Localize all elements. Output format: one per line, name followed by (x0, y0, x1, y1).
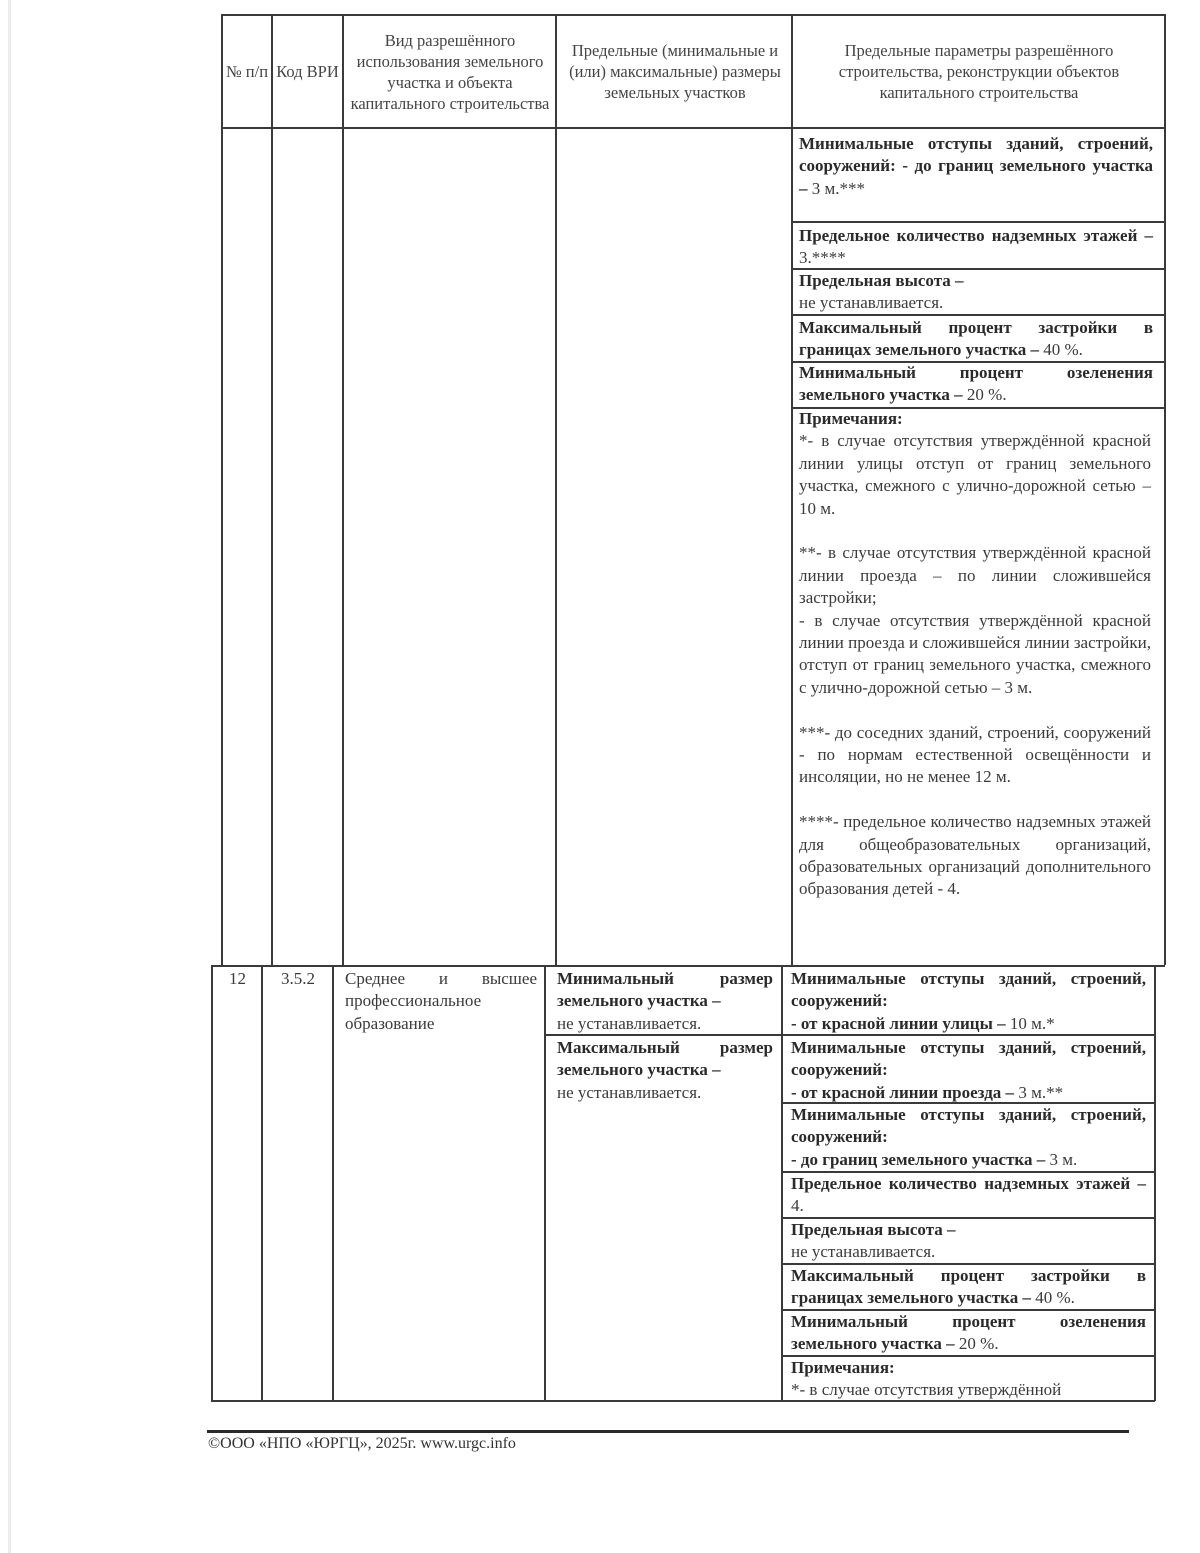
param-greening-continued: Минимальный процент озеленения земельного участка – 20 %. (799, 363, 1153, 405)
table-divider-num (271, 14, 273, 965)
header-num: № п/п (225, 62, 269, 81)
notes-continued: Примечания: *- в случае отсутствия утверждённой красной линии улицы отступ от границ земельного участка, смежного с улично-дорожной сетью – 10 м. **- в случае отсутствия утверждённой красной линии проезда – по линии сложившейся застройки; - в случае отсутствия утверждённой красной линии проезда и сложившейся линии застройки, отступ от границ земельного участка, смежного с улично-дорожной сетью – 3 м. ***- до соседних зданий, строений, сооружений - по нормам естественной освещённости и инсоляции, но не менее 12 м. ****- предельное количество надземных этажей для общеобразовательных организаций, образовательных организаций дополнительного образования детей - 4. (799, 408, 1151, 901)
header-params: Предельные параметры разрешённого строительства, реконструкции объектов капитального строительства (838, 41, 1120, 102)
table-divider-code-lower (332, 965, 334, 1401)
row12-param-passage: Минимальные отступы зданий, строений, сооружений: - от красной линии проезда – 3 м.** (791, 1038, 1146, 1102)
row12-notes: Примечания: *- в случае отсутствия утверждённой (791, 1358, 1062, 1400)
footer-rule (207, 1430, 1129, 1433)
table-border-left (221, 14, 223, 965)
footer-copyright: ©ООО «НПО «ЮРГЦ», 2025г. www.urgc.info (208, 1435, 516, 1452)
row12-param-height: Предельная высота – не устанавливается. (791, 1220, 956, 1262)
note: ***- до соседних зданий, строений, сооружений - по нормам естественной освещённости и инсоляции, но не менее 12 м. (799, 722, 1151, 787)
header-sizes: Предельные (минимальные и (или) максимальные) размеры земельных участков (569, 41, 781, 102)
note: *- в случае отсутствия утверждённой красной линии улицы отступ от границ земельного участка, смежного с улично-дорожной сетью – 10 м. (799, 431, 1151, 518)
header-bottom-line (221, 127, 1165, 129)
table-divider-sizes-lower (781, 965, 783, 1401)
row12-param-floors: Предельное количество надземных этажей – 4. (791, 1174, 1146, 1216)
header-use: Вид разрешённого использования земельного участка и объекта капитального строительства (350, 30, 550, 113)
row12-param-street: Минимальные отступы зданий, строений, сооружений: - от красной линии улицы – 10 м.* (791, 969, 1146, 1033)
header-code: Код ВРИ (276, 62, 339, 81)
table-divider-code (342, 14, 344, 965)
row12-param-coverage: Максимальный процент застройки в границах земельного участка – 40 %. (791, 1266, 1146, 1308)
table-border-left-lower (211, 965, 213, 1401)
table-divider-num-lower (261, 965, 263, 1401)
table-divider-use (555, 14, 557, 965)
note: ****- предельное количество надземных этажей для общеобразовательных организаций, образовательных организаций дополнительного образования детей - 4. (799, 812, 1151, 899)
param-line (791, 221, 1165, 223)
row12-param-greening: Минимальный процент озеленения земельного участка – 20 %. (791, 1312, 1146, 1354)
row12-param-border: Минимальные отступы зданий, строений, сооружений: - до границ земельного участка – 3 м. (791, 1105, 1146, 1169)
table-border-right-lower (1154, 965, 1156, 1401)
table-divider-use-lower (544, 965, 546, 1401)
param-height-continued: Предельная высота – не устанавливается. (799, 271, 964, 313)
note: **- в случае отсутствия утверждённой красной линии проезда – по линии сложившейся застройки; (799, 543, 1151, 608)
param-floors-continued: Предельное количество надземных этажей – 3.**** (799, 226, 1153, 268)
row-divider (211, 965, 1165, 967)
row12-min-size: Минимальный размер земельного участка – не устанавливается. (557, 969, 773, 1033)
row12-max-size: Максимальный размер земельного участка – не устанавливается. (557, 1038, 773, 1102)
row12-num: 12 (229, 969, 246, 988)
table-border-right (1164, 14, 1166, 965)
scan-edge (8, 0, 11, 1553)
param-coverage-continued: Максимальный процент застройки в границах земельного участка – 40 %. (799, 318, 1153, 360)
param-setbacks-continued: Минимальные отступы зданий, строений, сооружений: - до границ земельного участка – 3 м.*** (799, 134, 1153, 198)
row12-use: Среднее и высшее профессиональное образование (345, 969, 537, 1033)
note: - в случае отсутствия утверждённой красной линии проезда и сложившейся линии застройки, отступ от границ земельного участка, смежного с улично-дорожной сетью – 3 м. (799, 610, 1151, 697)
row12-code: 3.5.2 (281, 969, 315, 988)
table-divider-sizes (791, 14, 793, 965)
